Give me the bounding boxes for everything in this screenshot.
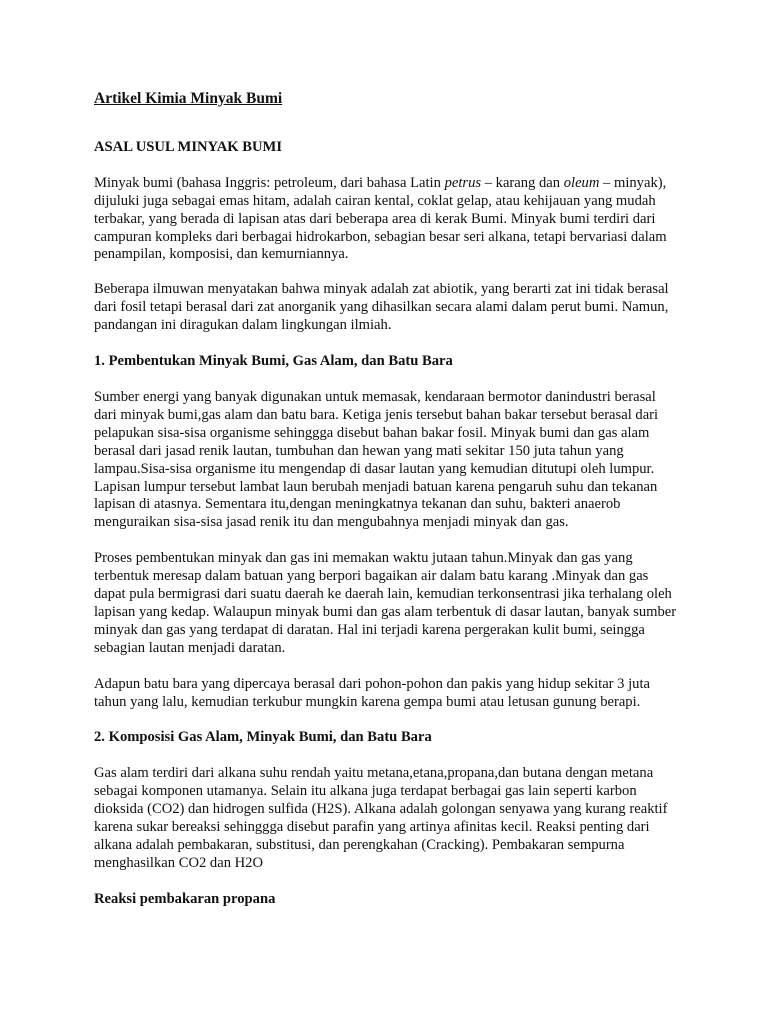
document-title: Artikel Kimia Minyak Bumi [94, 90, 283, 107]
paragraph-definition [94, 175, 678, 265]
paragraph-batu-bara: Adapun batu bara yang dipercaya berasal dari pohon-pohon dan pakis yang hidup sekitar 3 juta tahun yang lalu, kemudian terkubur mungkin karena gempa bumi atau letusan gunung berapi. [94, 675, 651, 710]
paragraph-definition-part-b: – karang dan [481, 174, 564, 191]
heading-reaksi-pembakaran: Reaksi pembakaran propana [94, 890, 276, 907]
paragraph-sumber-energi: Sumber energi yang banyak digunakan untuk memasak, kendaraan bermotor danindustri berasal dari minyak bumi,gas alam dan batu bara. Ketiga jenis tersebut bahan bakar tersebut berasal dari pelapukan sisa-sisa organisme sehinggga disebut bahan bakar fosil. Minyak bumi dan gas alam berasal dari jasad renik lautan, tumbuhan dan hewan yang mati sekitar 150 juta tahun yang lampau.Sisa-sisa organisme itu mengendap di dasar lautan yang kemudian ditutupi oleh lumpur. Lapisan lumpur tersebut lambat laun berubah menjadi batuan karena pengaruh suhu dan tekanan lapisan di atasnya. Sementara itu,dengan meningkatnya tekanan dan suhu, bakteri anaerob menguraikan sisa-sisa jasad renik itu dan mengubahnya menjadi minyak dan gas. [94, 388, 659, 531]
paragraph-proses-pembentukan: Proses pembentukan minyak dan gas ini memakan waktu jutaan tahun.Minyak dan gas yang terbentuk meresap dalam batuan yang berpori bagaikan air dalam batu karang .Minyak dan gas dapat pula bermigrasi dari suatu daerah ke daerah lain, kemudian terkonsentrasi jika terhalang oleh lapisan yang kedap. Walaupun minyak bumi dan gas alam terbentuk di dasar lautan, banyak sumber minyak dan gas yang terdapat di daratan. Hal ini terjadi karena pergerakan kulit bumi, seingga sebagian lautan menjadi daratan. [94, 550, 677, 656]
paragraph-definition-part-a: Minyak bumi (bahasa Inggris: petroleum, dari bahasa Latin [94, 174, 445, 191]
heading-komposisi: 2. Komposisi Gas Alam, Minyak Bumi, dan Batu Bara [94, 729, 432, 746]
paragraph-abiotic: Beberapa ilmuwan menyatakan bahwa minyak adalah zat abiotik, yang berarti zat ini tidak berasal dari fosil tetapi berasal dari zat anorganik yang dihasilkan secara alami dalam perut bumi. Namun, pandangan ini diragukan dalam lingkungan ilmiah. [94, 281, 669, 334]
latin-term-oleum: oleum [563, 174, 600, 191]
latin-term-petrus: petrus [444, 174, 482, 191]
section-heading-asal-usul: ASAL USUL MINYAK BUMI [94, 138, 283, 155]
heading-pembentukan: 1. Pembentukan Minyak Bumi, Gas Alam, dan Batu Bara [94, 353, 453, 370]
paragraph-definition-part-c: – minyak), dijuluki juga sebagai emas hitam, adalah cairan kental, coklat gelap, atau kehijauan yang mudah terbakar, yang berada di lapisan atas dari beberapa area di kerak Bumi. Minyak bumi terdiri dari campuran kompleks dari berbagai hidrokarbon, sebagian besar seri alkana, tetapi bervariasi dalam penampilan, komposisi, dan kemurniannya. [94, 174, 667, 263]
document-page [94, 90, 678, 927]
paragraph-gas-alam: Gas alam terdiri dari alkana suhu rendah yaitu metana,etana,propana,dan butana dengan metana sebagai komponen utamanya. Selain itu alkana juga terdapat berbagai gas lain seperti karbon dioksida (CO2) dan hidrogen sulfida (H2S). Alkana adalah golongan senyawa yang kurang reaktif karena sukar bereaksi sehinggga disebut parafin yang artinya afinitas kecil. Reaksi penting dari alkana adalah pembakaran, substitusi, dan perengkahan (Cracking). Pembakaran sempurna menghasilkan CO2 dan H2O [94, 765, 668, 871]
